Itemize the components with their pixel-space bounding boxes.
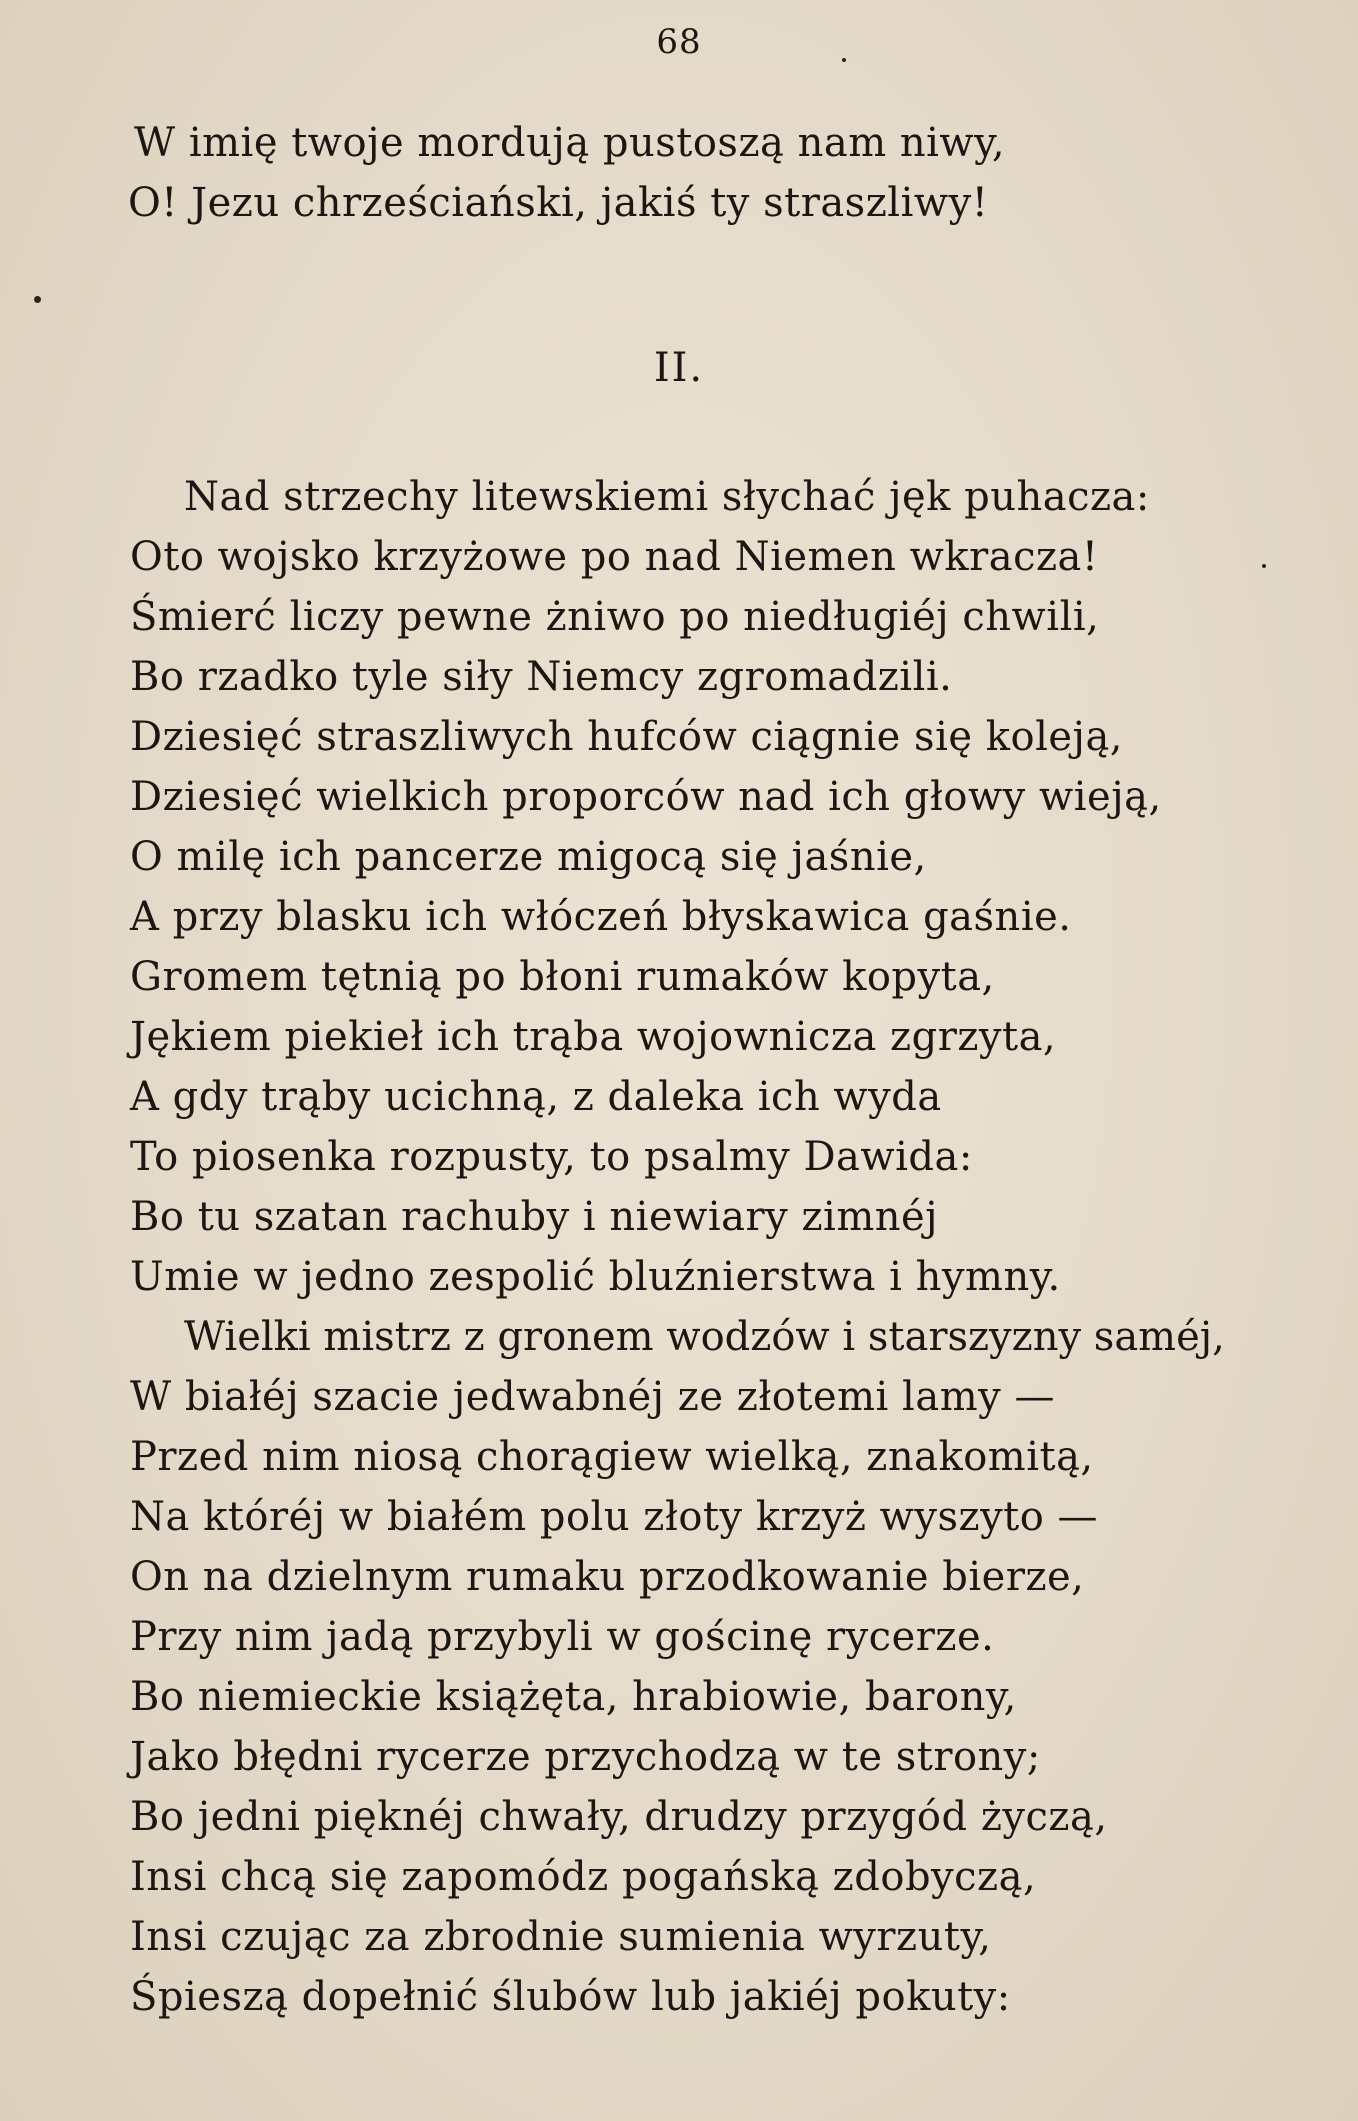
poem-line: O milę ich pancerze migocą się jaśnie, bbox=[130, 834, 927, 880]
paper-speck bbox=[842, 58, 846, 62]
poem-line: Dziesięć straszliwych hufców ciągnie się koleją, bbox=[130, 714, 1124, 760]
poem-line: Bo tu szatan rachuby i niewiary zimnéj bbox=[130, 1194, 939, 1240]
poem-line: W imię twoje mordują pustoszą nam niwy, bbox=[134, 120, 1006, 166]
poem-line: Dziesięć wielkich proporców nad ich głowy wieją, bbox=[130, 774, 1162, 820]
poem-line: On na dzielnym rumaku przodkowanie bierze, bbox=[130, 1554, 1085, 1600]
poem-line: Przy nim jadą przybyli w gościnę rycerze. bbox=[130, 1614, 995, 1660]
poem-line: Śpieszą dopełnić ślubów lub jakiéj pokuty: bbox=[130, 1974, 1011, 2020]
poem-line: Na któréj w białém polu złoty krzyż wyszyto — bbox=[130, 1494, 1099, 1540]
poem-line: O! Jezu chrześciański, jakiś ty straszliwy! bbox=[128, 180, 989, 226]
poem-line: Bo niemieckie książęta, hrabiowie, barony, bbox=[130, 1674, 1017, 1720]
poem-line: Insi czując za zbrodnie sumienia wyrzuty, bbox=[130, 1914, 992, 1960]
poem-line: Przed nim niosą chorągiew wielką, znakomitą, bbox=[130, 1434, 1094, 1480]
poem-line: A przy blasku ich włóczeń błyskawica gaśnie. bbox=[130, 894, 1072, 940]
poem-line: Gromem tętnią po błoni rumaków kopyta, bbox=[130, 954, 995, 1000]
poem-line: Umie w jedno zespolić bluźnierstwa i hymny. bbox=[130, 1254, 1061, 1300]
poem-line: Śmierć liczy pewne żniwo po niedługiéj chwili, bbox=[130, 594, 1100, 640]
paper-speck bbox=[1262, 564, 1266, 568]
poem-line: A gdy trąby ucichną, z daleka ich wyda bbox=[130, 1074, 942, 1120]
section-heading: II. bbox=[653, 345, 705, 391]
poem-line: Bo jedni pięknéj chwały, drudzy przygód życzą, bbox=[130, 1794, 1108, 1840]
poem-line: Jękiem piekieł ich trąba wojownicza zgrzyta, bbox=[130, 1014, 1057, 1060]
poem-line: Jako błędni rycerze przychodzą w te strony; bbox=[130, 1734, 1041, 1780]
paper-speck bbox=[34, 296, 41, 303]
page-number: 68 bbox=[656, 22, 702, 62]
poem-line: W białéj szacie jedwabnéj ze złotemi lamy — bbox=[130, 1374, 1055, 1420]
poem-line: Bo rzadko tyle siły Niemcy zgromadzili. bbox=[130, 654, 953, 700]
poem-line: Nad strzechy litewskiemi słychać jęk puhacza: bbox=[184, 474, 1150, 520]
poem-line: Wielki mistrz z gronem wodzów i starszyzny saméj, bbox=[184, 1314, 1225, 1360]
poem-line: To piosenka rozpusty, to psalmy Dawida: bbox=[130, 1134, 973, 1180]
poem-line: Oto wojsko krzyżowe po nad Niemen wkracza! bbox=[130, 534, 1099, 580]
poem-line: Insi chcą się zapomódz pogańską zdobyczą, bbox=[130, 1854, 1037, 1900]
